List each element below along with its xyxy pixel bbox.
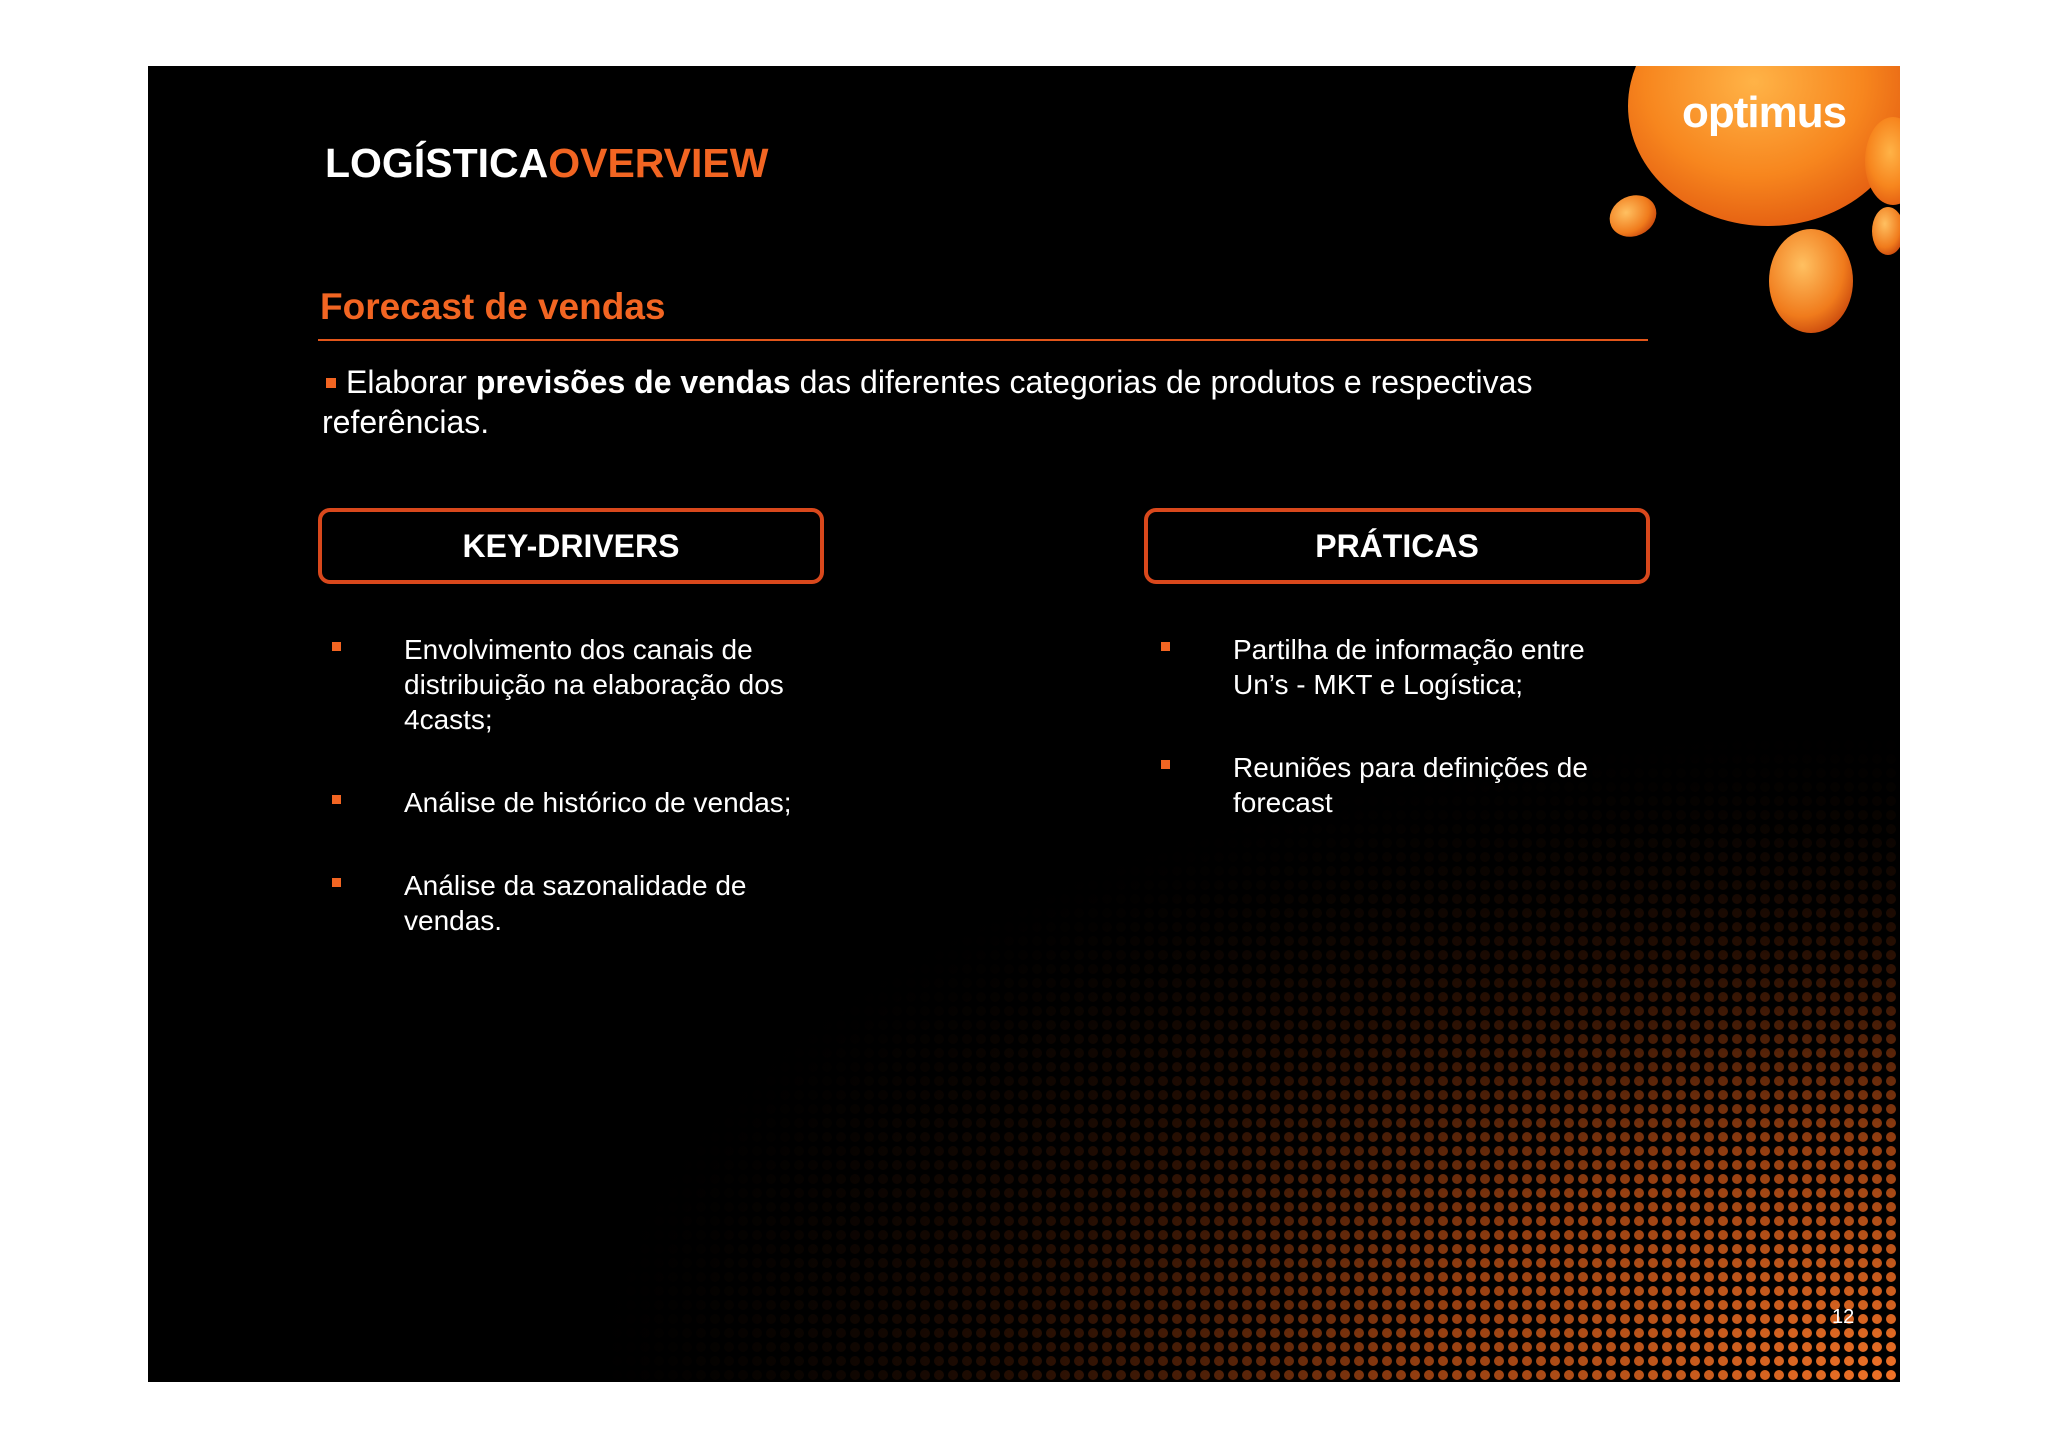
square-bullet-icon bbox=[332, 642, 341, 651]
square-bullet-icon bbox=[1161, 760, 1170, 769]
page-title bbox=[325, 140, 768, 187]
intro-paragraph bbox=[322, 362, 1662, 442]
intro-bold: previsões de vendas bbox=[475, 364, 791, 400]
page-number: 12 bbox=[1832, 1306, 1855, 1328]
brand-logo-text: optimus bbox=[1682, 88, 1847, 137]
key-drivers-title: KEY-DRIVERS bbox=[462, 527, 680, 564]
intro-after: das diferentes categorias de produtos e respectivas referências. bbox=[322, 364, 1533, 440]
list-item-text: Envolvimento dos canais de distribuição na elaboração dos 4casts; bbox=[404, 634, 784, 735]
title-main: LOGÍSTICA bbox=[325, 140, 549, 186]
square-bullet-icon bbox=[1161, 642, 1170, 651]
square-bullet-icon bbox=[326, 378, 336, 388]
list-item-text: Reuniões para definições de forecast bbox=[1233, 752, 1588, 818]
praticas-title: PRÁTICAS bbox=[1315, 527, 1479, 564]
square-bullet-icon bbox=[332, 878, 341, 887]
square-bullet-icon bbox=[332, 795, 341, 804]
key-drivers-box bbox=[318, 508, 824, 584]
list-item bbox=[332, 785, 792, 820]
list-item bbox=[332, 868, 792, 938]
title-accent: OVERVIEW bbox=[548, 140, 769, 186]
section-divider bbox=[318, 339, 1648, 341]
list-item-text: Partilha de informação entre Un’s - MKT e Logística; bbox=[1233, 634, 1585, 700]
slide bbox=[148, 66, 1900, 1382]
list-item bbox=[1161, 750, 1621, 820]
list-item-text: Análise de histórico de vendas; bbox=[404, 787, 792, 818]
key-drivers-list bbox=[332, 632, 792, 986]
praticas-list bbox=[1161, 632, 1621, 868]
list-item-text: Análise da sazonalidade de vendas. bbox=[404, 870, 747, 936]
list-item bbox=[1161, 632, 1621, 702]
section-heading: Forecast de vendas bbox=[320, 286, 666, 327]
list-item bbox=[332, 632, 792, 737]
praticas-box bbox=[1144, 508, 1650, 584]
intro-before: Elaborar bbox=[346, 364, 476, 400]
